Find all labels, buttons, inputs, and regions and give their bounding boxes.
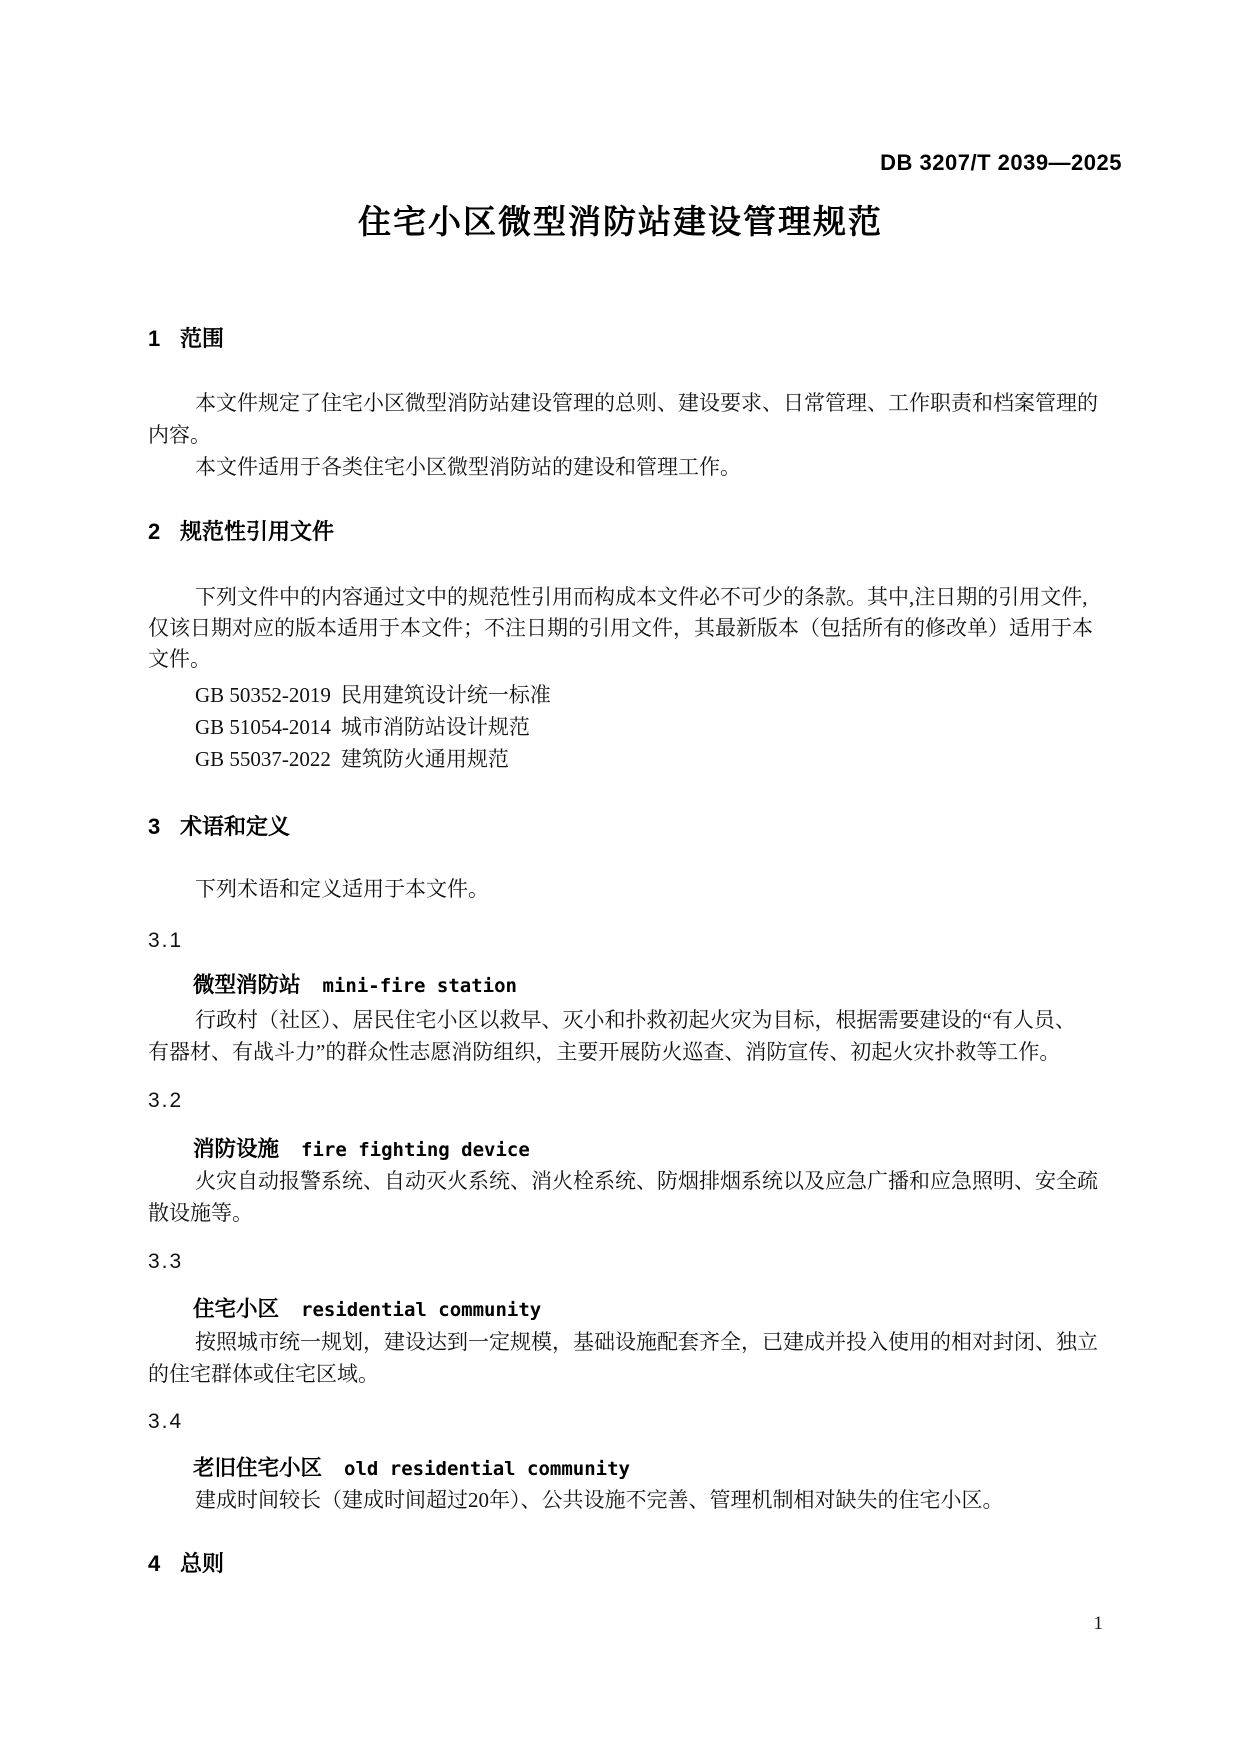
- term-definition-line: 建成时间较长（建成时间超过20年）、公共设施不完善、管理机制相对缺失的住宅小区。: [195, 1488, 1004, 1512]
- term-zh: 消防设施: [193, 1137, 280, 1161]
- reference-code: GB 55037-2022: [195, 747, 331, 771]
- reference-code: GB 50352-2019: [195, 683, 331, 707]
- paragraph-line: 文件。: [148, 647, 211, 671]
- section-3-number: 3: [148, 814, 161, 839]
- section-1-number: 1: [148, 326, 161, 351]
- clause-number: 3.4: [148, 1410, 184, 1433]
- standard-code: DB 3207/T 2039—2025: [880, 150, 1122, 175]
- term-entry: [193, 1137, 530, 1162]
- paragraph-line: 内容。: [148, 423, 211, 447]
- term-en: fire fighting device: [301, 1139, 530, 1161]
- normative-reference: [195, 683, 551, 707]
- term-zh: 微型消防站: [193, 973, 301, 997]
- clause-number: 3.2: [148, 1089, 184, 1112]
- reference-code: GB 51054-2014: [195, 715, 331, 739]
- page-number: 1: [1093, 1613, 1103, 1634]
- section-4-heading: [148, 1551, 224, 1576]
- term-definition-line: 的住宅群体或住宅区域。: [148, 1362, 379, 1386]
- term-definition-line: 散设施等。: [148, 1201, 253, 1225]
- section-2-number: 2: [148, 519, 161, 544]
- term-zh: 住宅小区: [193, 1297, 280, 1321]
- term-zh: 老旧住宅小区: [193, 1456, 323, 1480]
- reference-name: 民用建筑设计统一标准: [340, 683, 551, 707]
- terms-intro: 下列术语和定义适用于本文件。: [195, 877, 489, 901]
- section-3-title: 术语和定义: [180, 814, 291, 839]
- clause-number: 3.1: [148, 929, 184, 952]
- section-4-number: 4: [148, 1551, 161, 1576]
- term-definition-line: 行政村（社区）、居民住宅小区以救早、灭小和扑救初起火灾为目标，根据需要建设的“有人员、: [195, 1008, 1076, 1032]
- reference-name: 建筑防火通用规范: [340, 747, 509, 771]
- section-3-heading: [148, 814, 290, 839]
- section-2-heading: [148, 519, 334, 544]
- term-definition-line: 火灾自动报警系统、自动灭火系统、消火栓系统、防烟排烟系统以及应急广播和应急照明、安全疏: [195, 1169, 1098, 1193]
- term-entry: [193, 1456, 630, 1481]
- term-en: mini-fire station: [322, 975, 517, 997]
- term-en: old residential community: [344, 1458, 630, 1480]
- term-en: residential community: [301, 1299, 542, 1321]
- section-1-title: 范围: [180, 326, 225, 351]
- paragraph-line: 下列文件中的内容通过文中的规范性引用而构成本文件必不可少的条款。其中,注日期的引用文件,: [195, 585, 1088, 609]
- paragraph-line: 仅该日期对应的版本适用于本文件；不注日期的引用文件，其最新版本（包括所有的修改单）适用于本: [148, 616, 1093, 640]
- paragraph-line: 本文件规定了住宅小区微型消防站建设管理的总则、建设要求、日常管理、工作职责和档案管理的: [195, 391, 1098, 415]
- term-definition-line: 按照城市统一规划，建设达到一定规模，基础设施配套齐全，已建成并投入使用的相对封闭、独立: [195, 1330, 1098, 1354]
- reference-name: 城市消防站设计规范: [340, 715, 530, 739]
- term-entry: [193, 1297, 541, 1322]
- paragraph-line: 本文件适用于各类住宅小区微型消防站的建设和管理工作。: [195, 455, 741, 479]
- section-2-title: 规范性引用文件: [180, 519, 335, 544]
- clause-number: 3.3: [148, 1250, 184, 1273]
- normative-reference: [195, 747, 509, 771]
- normative-reference: [195, 715, 530, 739]
- term-definition-line: 有器材、有战斗力”的群众性志愿消防组织，主要开展防火巡查、消防宣传、初起火灾扑救等工作。: [148, 1040, 1061, 1064]
- document-title: 住宅小区微型消防站建设管理规范: [358, 203, 883, 240]
- section-4-title: 总则: [180, 1551, 225, 1576]
- term-entry: [193, 973, 517, 998]
- section-1-heading: [148, 326, 224, 351]
